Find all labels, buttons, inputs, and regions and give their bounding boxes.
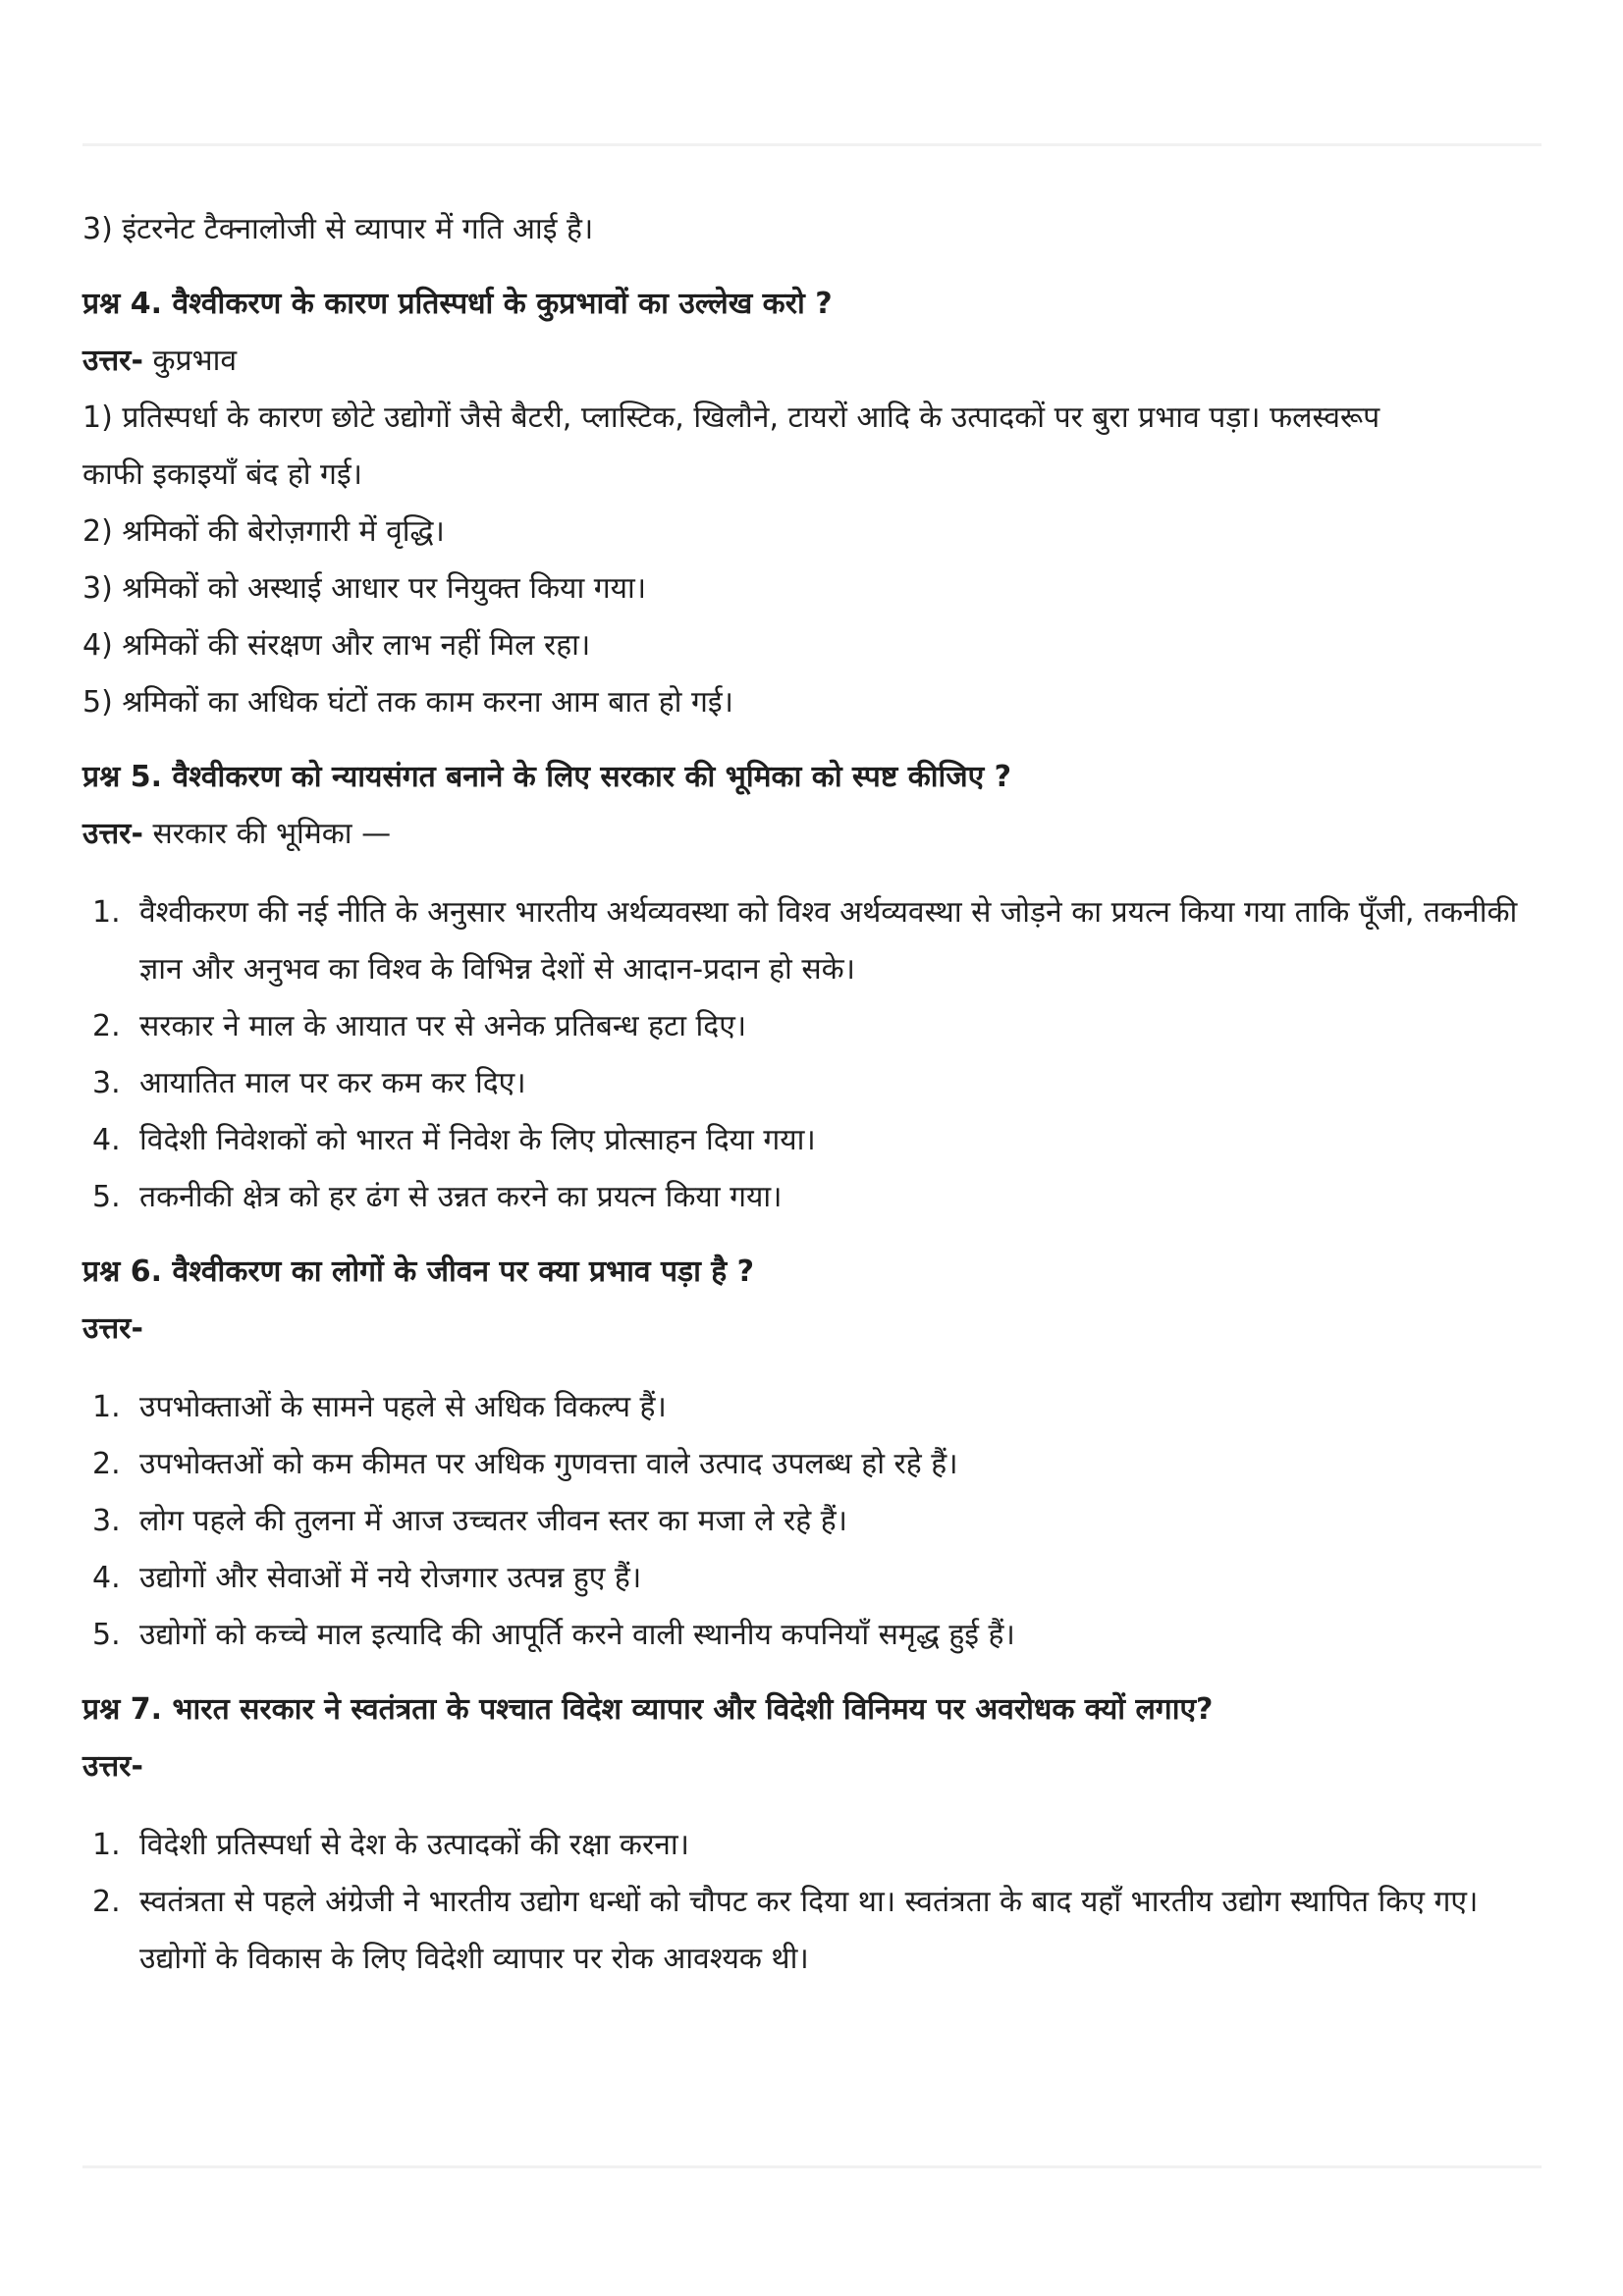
list-text: वैश्वीकरण की नई नीति के अनुसार भारतीय अर्थव्यवस्था को विश्व अर्थव्यवस्था से जोड़ने का प्रयत्न किया गया ताकि पूँजी, तकनीकी ज्ञान और अनुभव का विश्व के विभिन्न देशों से आदान-प्रदान हो सके। bbox=[139, 895, 1518, 987]
list-number: 5. bbox=[92, 1180, 121, 1214]
q4-point-2: 2) श्रमिकों की बेरोज़गारी में वृद्धि। bbox=[82, 514, 445, 549]
list-text: उद्योगों और सेवाओं में नये रोजगार उत्पन्न हुए हैं। bbox=[139, 1561, 642, 1595]
q4-answer-text: कुप्रभाव bbox=[142, 344, 238, 378]
top-divider bbox=[82, 143, 1542, 146]
list-text: सरकार ने माल के आयात पर से अनेक प्रतिबन्ध हटा दिए। bbox=[139, 1009, 747, 1043]
list-item bbox=[82, 998, 1545, 1055]
list-text: आयातित माल पर कर कम कर दिए। bbox=[139, 1066, 526, 1100]
q5-list bbox=[82, 884, 1545, 1226]
list-item bbox=[82, 1817, 1545, 1874]
page-content bbox=[82, 201, 1545, 1988]
q6-answer-label: उत्तर- bbox=[82, 1311, 143, 1346]
list-number: 3. bbox=[92, 1504, 121, 1538]
intro-line: 3) इंटरनेट टैक्नालोजी से व्यापार में गति आई है। bbox=[82, 212, 594, 246]
q4-point-3: 3) श्रमिकों को अस्थाई आधार पर नियुक्त किया गया। bbox=[82, 571, 647, 606]
q4-heading: प्रश्न 4. वैश्वीकरण के कारण प्रतिस्पर्धा के कुप्रभावों का उल्लेख करो ? bbox=[82, 287, 833, 321]
list-item bbox=[82, 1493, 1545, 1550]
q5-heading: प्रश्न 5. वैश्वीकरण को न्यायसंगत बनाने के लिए सरकार की भूमिका को स्पष्ट कीजिए ? bbox=[82, 760, 1012, 794]
list-item bbox=[82, 1550, 1545, 1607]
q6-list bbox=[82, 1379, 1545, 1664]
q5-answer-text: सरकार की भूमिका — bbox=[142, 817, 392, 851]
list-number: 2. bbox=[92, 1447, 121, 1481]
list-item bbox=[82, 1055, 1545, 1112]
q6-heading: प्रश्न 6. वैश्वीकरण का लोगों के जीवन पर क्या प्रभाव पड़ा है ? bbox=[82, 1255, 755, 1289]
list-item bbox=[82, 1169, 1545, 1226]
list-text: तकनीकी क्षेत्र को हर ढंग से उन्नत करने का प्रयत्न किया गया। bbox=[139, 1180, 783, 1214]
list-number: 1. bbox=[92, 895, 121, 930]
q4-answer-label: उत्तर- bbox=[82, 344, 143, 378]
list-number: 4. bbox=[92, 1561, 121, 1595]
list-text: विदेशी प्रतिस्पर्धा से देश के उत्पादकों की रक्षा करना। bbox=[139, 1828, 690, 1862]
list-text: लोग पहले की तुलना में आज उच्चतर जीवन स्तर का मजा ले रहे हैं। bbox=[139, 1504, 847, 1538]
q4-point-1: 1) प्रतिस्पर्धा के कारण छोटे उद्योगों जैसे बैटरी, प्लास्टिक, खिलौने, टायरों आदि के उत्पादकों पर बुरा प्रभाव पड़ा। फलस्वरूप bbox=[82, 400, 1380, 435]
list-number: 2. bbox=[92, 1885, 121, 1919]
list-text: उपभोक्ताओं के सामने पहले से अधिक विकल्प हैं। bbox=[139, 1390, 667, 1424]
q4-point-4: 4) श्रमिकों की संरक्षण और लाभ नहीं मिल रहा। bbox=[82, 628, 591, 663]
list-item bbox=[82, 1379, 1545, 1436]
list-item bbox=[82, 884, 1545, 998]
list-text: विदेशी निवेशकों को भारत में निवेश के लिए प्रोत्साहन दिया गया। bbox=[139, 1123, 816, 1157]
list-number: 1. bbox=[92, 1828, 121, 1862]
q5-answer bbox=[82, 806, 1545, 863]
q7-list bbox=[82, 1817, 1545, 1988]
list-item bbox=[82, 1436, 1545, 1493]
q4-answer bbox=[82, 333, 1545, 390]
q5-answer-label: उत्तर- bbox=[82, 817, 143, 851]
list-number: 4. bbox=[92, 1123, 121, 1157]
list-text: उद्योगों को कच्चे माल इत्यादि की आपूर्ति करने वाली स्थानीय कपनियाँ समृद्ध हुई हैं। bbox=[139, 1618, 1015, 1652]
list-number: 3. bbox=[92, 1066, 121, 1100]
list-text: स्वतंत्रता से पहले अंग्रेजी ने भारतीय उद्योग धन्धों को चौपट कर दिया था। स्वतंत्रता के बाद यहाँ भारतीय उद्योग स्थापित किए गए। उद्योगों के विकास के लिए विदेशी व्यापार पर रोक आवश्यक थी। bbox=[139, 1885, 1479, 1976]
list-text: उपभोक्तओं को कम कीमत पर अधिक गुणवत्ता वाले उत्पाद उपलब्ध हो रहे हैं। bbox=[139, 1447, 958, 1481]
list-item bbox=[82, 1112, 1545, 1169]
q4-point-5: 5) श्रमिकों का अधिक घंटों तक काम करना आम बात हो गई। bbox=[82, 685, 733, 720]
q7-answer-label: उत्तर- bbox=[82, 1749, 143, 1784]
list-number: 1. bbox=[92, 1390, 121, 1424]
list-item bbox=[82, 1607, 1545, 1664]
list-number: 2. bbox=[92, 1009, 121, 1043]
list-number: 5. bbox=[92, 1618, 121, 1652]
bottom-divider bbox=[82, 2165, 1542, 2168]
list-item bbox=[82, 1874, 1545, 1988]
q7-heading: प्रश्न 7. भारत सरकार ने स्वतंत्रता के पश्चात विदेश व्यापार और विदेशी विनिमय पर अवरोधक क्यों लगाए? bbox=[82, 1692, 1214, 1727]
q4-point-1-cont: काफी इकाइयाँ बंद हो गई। bbox=[82, 457, 363, 492]
